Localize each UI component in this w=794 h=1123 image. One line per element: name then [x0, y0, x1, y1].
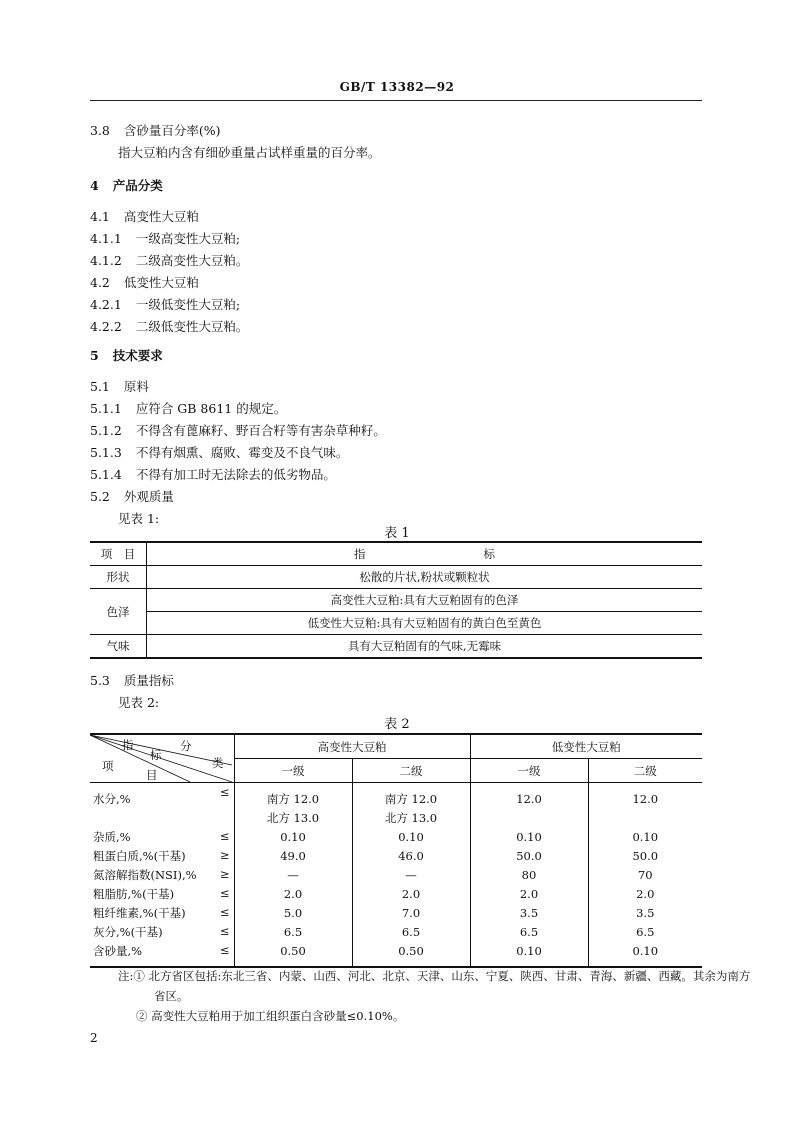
- section-number: 5.2: [90, 489, 110, 504]
- table-cell: 50.0: [632, 848, 659, 863]
- section-number: 5.1.2: [90, 423, 122, 438]
- corner-biao: 标: [150, 748, 162, 762]
- section-text: 不得有烟熏、腐败、霉变及不良气味。: [135, 445, 349, 460]
- row-label: [90, 884, 234, 903]
- section-number: 4.1.2: [90, 253, 122, 268]
- table-cell: 3.5: [636, 905, 655, 920]
- section-4-1-1: [90, 229, 240, 247]
- section-number: 5: [90, 348, 99, 363]
- row-label-color: 色泽: [90, 589, 147, 635]
- section-number: 4: [90, 178, 99, 193]
- standard-code-header: GB/T 13382—92: [339, 80, 455, 94]
- section-title: 产品分类: [112, 178, 163, 193]
- section-5-3: [90, 671, 174, 689]
- grade-header: 二级: [352, 759, 470, 783]
- section-text: 低变性大豆粕: [123, 275, 199, 290]
- section-number: 4.1: [90, 209, 110, 224]
- table-cell: 2.0: [234, 884, 352, 903]
- section-text: 外观质量: [123, 489, 174, 504]
- row-operator: ≤: [219, 886, 230, 900]
- row-label-text: 含砂量,%: [93, 943, 143, 958]
- table-cell: 46.0: [352, 846, 470, 865]
- section-text: 不得含有蓖麻籽、野百合籽等有害杂草种籽。: [135, 423, 386, 438]
- table-cell: 12.0: [632, 791, 659, 806]
- table-header-row: [90, 734, 702, 759]
- group-header-high: 高变性大豆粕: [234, 734, 470, 759]
- section-text: 高变性大豆粕: [123, 209, 199, 224]
- see-table-2: 见表 2:: [118, 695, 160, 710]
- section-5-1-3: [90, 443, 348, 461]
- section-text: 原料: [123, 379, 149, 394]
- table-cell: 2.0: [352, 884, 470, 903]
- row-label-text: 杂质,%: [93, 829, 131, 844]
- row-operator: ≤: [219, 905, 230, 919]
- section-5-1-1: [90, 399, 286, 417]
- table-row: [90, 783, 702, 809]
- row-label-text: 水分,%: [93, 791, 131, 806]
- table-cell: 6.5: [352, 922, 470, 941]
- table-2-caption: 表 2: [384, 717, 410, 732]
- section-4-1: [90, 207, 199, 225]
- row-label-text: 粗脂肪,%(干基): [93, 886, 175, 901]
- note-1-continued: 省区。: [154, 989, 189, 1003]
- table-row: [90, 846, 702, 865]
- diagonal-header: [90, 735, 232, 782]
- section-number: 4.2.2: [90, 319, 122, 334]
- table-cell: 70: [637, 867, 653, 882]
- table-cell: 0.10: [352, 827, 470, 846]
- table-cell: 49.0: [234, 846, 352, 865]
- section-number: 5.3: [90, 673, 110, 688]
- header-index-a: 指: [354, 547, 366, 561]
- row-operator: ≤: [219, 829, 230, 843]
- header-index: [147, 542, 703, 566]
- section-number: 3.8: [90, 123, 110, 138]
- table-cell: 6.5: [470, 922, 588, 941]
- section-text: 质量指标: [123, 673, 174, 688]
- section-4-1-2: [90, 251, 248, 269]
- table-2: [90, 733, 702, 968]
- row-operator: ≤: [219, 943, 230, 957]
- section-text: 一级高变性大豆粕;: [135, 231, 241, 246]
- section-number: 5.1.1: [90, 401, 122, 416]
- grade-header: 一级: [234, 759, 352, 783]
- section-number: 4.2.1: [90, 297, 122, 312]
- corner-mu: 目: [146, 768, 158, 782]
- grade-header: 二级: [588, 759, 702, 783]
- row-label: [90, 903, 234, 922]
- table-cell: [470, 808, 588, 827]
- table-cell: 80: [470, 865, 588, 884]
- see-table-1: 见表 1:: [118, 511, 160, 526]
- grade-header: 一级: [470, 759, 588, 783]
- table-cell: —: [352, 865, 470, 884]
- section-text: 应符合 GB 8611 的规定。: [135, 401, 287, 416]
- section-5-heading: [90, 346, 163, 364]
- header-item: 项 目: [90, 542, 147, 566]
- table-row: [90, 941, 702, 967]
- table-1: [90, 541, 702, 659]
- row-label-text: 粗蛋白质,%(干基): [93, 848, 186, 863]
- row-label-text: 灰分,%(干基): [93, 924, 163, 939]
- table-row: [90, 635, 702, 659]
- corner-lei: 类: [212, 756, 224, 770]
- section-title: 技术要求: [112, 348, 163, 363]
- table-row: [90, 808, 702, 827]
- section-4-2: [90, 273, 199, 291]
- row-label: [90, 827, 234, 846]
- table-row: [90, 903, 702, 922]
- table-cell: 12.0: [470, 783, 588, 809]
- table-cell: 北方 13.0: [352, 808, 470, 827]
- section-number: 5.1.3: [90, 445, 122, 460]
- table-cell: 南方 12.0: [234, 783, 352, 809]
- section-number: 4.1.1: [90, 231, 122, 246]
- table-cell: 0.10: [470, 827, 588, 846]
- row-value-shape: 松散的片状,粉状或颗粒状: [147, 566, 703, 589]
- row-operator: ≤: [219, 924, 230, 938]
- table-cell: 6.5: [636, 924, 655, 939]
- section-4-heading: [90, 176, 163, 194]
- table-cell: 50.0: [470, 846, 588, 865]
- table-cell: [588, 808, 702, 827]
- table-row: [90, 566, 702, 589]
- corner-fen: 分: [180, 739, 192, 753]
- row-label: [90, 808, 234, 827]
- row-label: [90, 846, 234, 865]
- section-text: 二级低变性大豆粕。: [135, 319, 249, 334]
- table-cell: 2.0: [636, 886, 655, 901]
- section-number: 5.1.4: [90, 467, 122, 482]
- table-row: [90, 612, 702, 635]
- section-5-1-4: [90, 465, 336, 483]
- row-label: [90, 783, 234, 809]
- section-text: 一级低变性大豆粕;: [135, 297, 241, 312]
- row-label-text: 粗纤维素,%(干基): [93, 905, 186, 920]
- table-cell: 0.10: [632, 943, 659, 958]
- table-row: [90, 922, 702, 941]
- header-rule: [90, 100, 702, 101]
- group-header-low: 低变性大豆粕: [470, 734, 702, 759]
- section-5-2: [90, 487, 174, 505]
- table-cell: 0.10: [470, 941, 588, 967]
- corner-zhi: 指: [122, 738, 134, 752]
- table-cell: 北方 13.0: [234, 808, 352, 827]
- section-4-2-2: [90, 317, 248, 335]
- corner-xiang: 项: [102, 759, 114, 773]
- table-cell: 0.10: [632, 829, 659, 844]
- section-4-2-1: [90, 295, 240, 313]
- row-value-color-2: 低变性大豆粕:具有大豆粕固有的黄白色至黄色: [147, 612, 703, 635]
- table-cell: 0.50: [352, 941, 470, 967]
- table-cell: 3.5: [470, 903, 588, 922]
- table-cell: 7.0: [352, 903, 470, 922]
- section-title: 含砂量百分率(%): [123, 123, 221, 138]
- row-value-smell: 具有大豆粕固有的气味,无霉味: [347, 639, 502, 653]
- row-label-smell: 气味: [90, 635, 147, 659]
- table-1-caption: 表 1: [384, 526, 410, 541]
- corner-cell: [90, 734, 234, 783]
- note-2: ② 高变性大豆粕用于加工组织蛋白含砂量≤0.10%。: [136, 1009, 405, 1023]
- section-number: 4.2: [90, 275, 110, 290]
- section-3-8: [90, 121, 221, 139]
- row-operator: ≤: [219, 785, 230, 799]
- row-operator: ≥: [219, 867, 230, 881]
- row-label: [90, 941, 234, 967]
- section-number: 5.1: [90, 379, 110, 394]
- table-header-row: [90, 542, 702, 566]
- row-label-text: 氮溶解指数(NSI),%: [93, 867, 197, 882]
- row-value-color-1: 高变性大豆粕:具有大豆粕固有的色泽: [147, 589, 703, 612]
- table-cell: 6.5: [234, 922, 352, 941]
- note-1: 注:① 北方省区包括:东北三省、内蒙、山西、河北、北京、天津、山东、宁夏、陕西、甘肃、青海、新疆、西藏。其余为南方: [118, 969, 751, 983]
- row-operator: ≥: [219, 848, 230, 862]
- table-row: [90, 827, 702, 846]
- table-row: [90, 884, 702, 903]
- table-cell: 南方 12.0: [352, 783, 470, 809]
- table-cell: 2.0: [470, 884, 588, 903]
- header-index-b: 标: [483, 547, 495, 561]
- table-cell: 0.10: [234, 827, 352, 846]
- section-3-8-body: 指大豆粕内含有细砂重量占试样重量的百分率。: [118, 145, 381, 160]
- row-label: [90, 922, 234, 941]
- row-label-shape: 形状: [90, 566, 147, 589]
- page-number: 2: [90, 1031, 98, 1045]
- row-label: [90, 865, 234, 884]
- section-text: 二级高变性大豆粕。: [135, 253, 249, 268]
- table-cell: —: [234, 865, 352, 884]
- table-row: [90, 865, 702, 884]
- section-5-1: [90, 377, 149, 395]
- section-text: 不得有加工时无法除去的低劣物品。: [135, 467, 336, 482]
- section-5-1-2: [90, 421, 386, 439]
- table-row: [90, 589, 702, 612]
- table-cell: 0.50: [234, 941, 352, 967]
- table-cell: 5.0: [234, 903, 352, 922]
